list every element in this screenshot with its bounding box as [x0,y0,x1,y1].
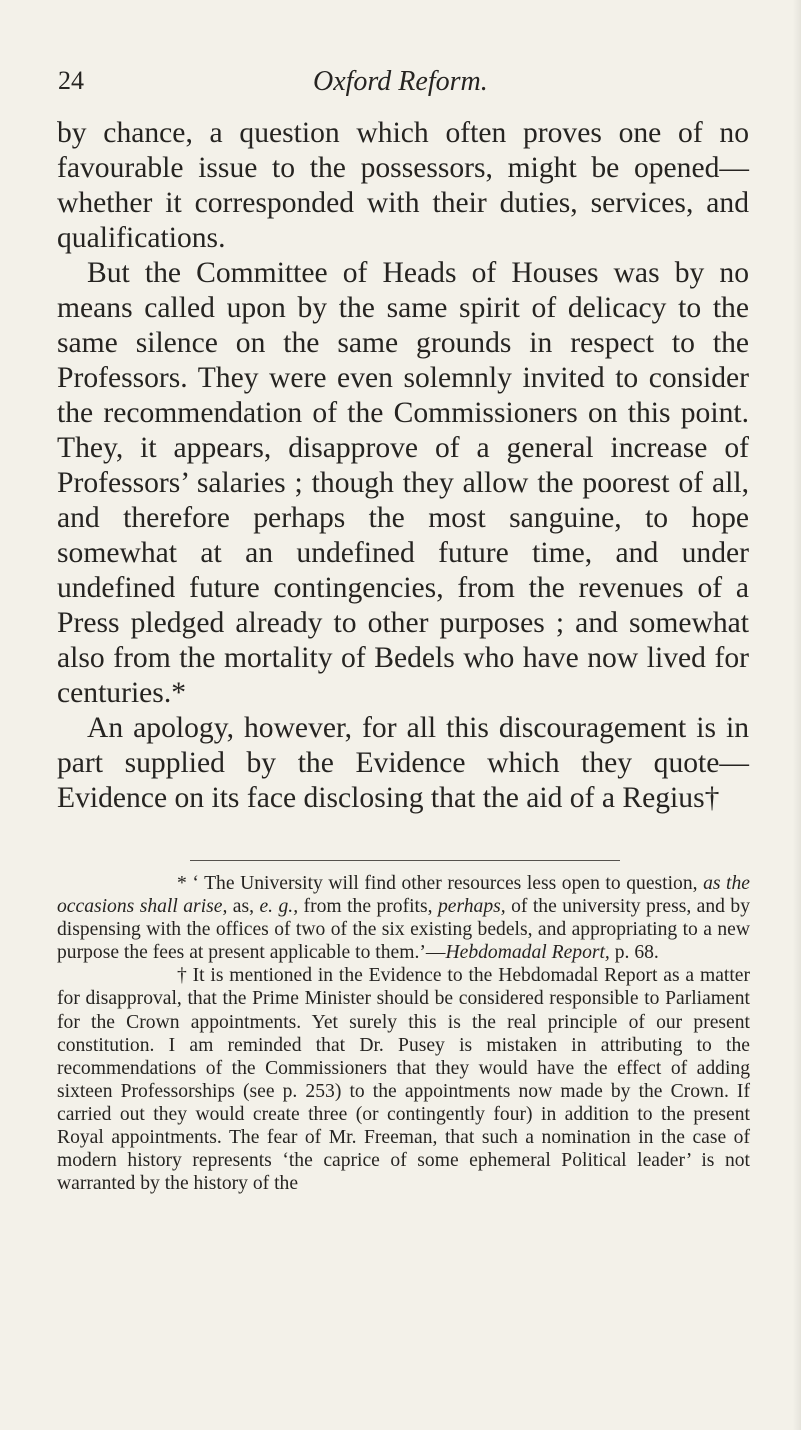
paragraph-1: by chance, a question which often proves one of no favourable issue to the possessors, might be opened— whether it corresponded with their duties, services, and qualifications. [57,117,749,254]
page-number: 24 [58,66,84,95]
footnote-2 [57,964,750,1195]
body-text [57,116,749,816]
page-edge-shadow [793,0,801,1430]
footnote-2-mark: † [177,965,187,987]
footnote-2-text: It is mentioned in the Evidence to the Hebdomadal Report as a matter for disapproval, that the Prime Minister should be considered responsible to Parliament for the Crown appointments. Yet surely this is the real principle of our present constitution. I am reminded that Dr. Pusey is mistaken in attributing to the recommendations of the Commissioners that they would have the effect of adding sixteen Professorships (see p. 253) to the appointments now made by the Crown. If carried out they would create three (or contingently four) in addition to the present Royal appointments. The fear of Mr. Freeman, that such a nomination in the case of modern history represents ‘the caprice of some ephemeral Political leader’ is not warranted by the history of the [57,965,750,1195]
footnote-1-italic-f: perhaps, [437,896,506,918]
footnote-1-italic-d: e. g., [259,896,299,918]
footnote-1-italic-b: as the occasions shall arise, [57,873,750,918]
footnote-1-text-a: ‘ The University will find other resources less open to question, [192,873,704,894]
footnote-1-text-i: p. 68. [609,942,659,964]
running-head [58,66,758,106]
footnote-1-text-g: of the university press, and by dispensing with the offices of two of the six existing bedels, and appropriating to a new purpose the fees at present applicable to them.’— [57,896,750,964]
paragraph-3: An apology, however, for all this discouragement is in part supplied by the Evidence which they quote—Evidence on its face disclosing that the aid of a Regius† [57,712,749,814]
footnote-1-italic-h: Hebdomadal Report, [445,942,610,964]
footnotes [57,872,750,1195]
running-title: Oxford Reform. [313,66,488,97]
footnote-rule [190,860,620,861]
paragraph-2: But the Committee of Heads of Houses was by no means called upon by the same spirit of delicacy to the same silence on the same grounds in respect to the Professors. They were even solemnly invited to consider the recommendation of the Commissioners on this point. They, it appears, disapprove of a general increase of Professors’ salaries ; though they allow the poorest of all, and therefore perhaps the most sanguine, to hope somewhat at an undefined future time, and under undefined future contingencies, from the revenues of a Press pledged already to other purposes ; and somewhat also from the mortality of Bedels who have now lived for centuries.* [57,257,749,709]
footnote-1-text-c: as, [227,896,260,918]
footnote-1 [57,872,750,964]
footnote-1-mark: * [177,873,187,894]
footnote-1-text-e: from the profits, [298,896,438,918]
